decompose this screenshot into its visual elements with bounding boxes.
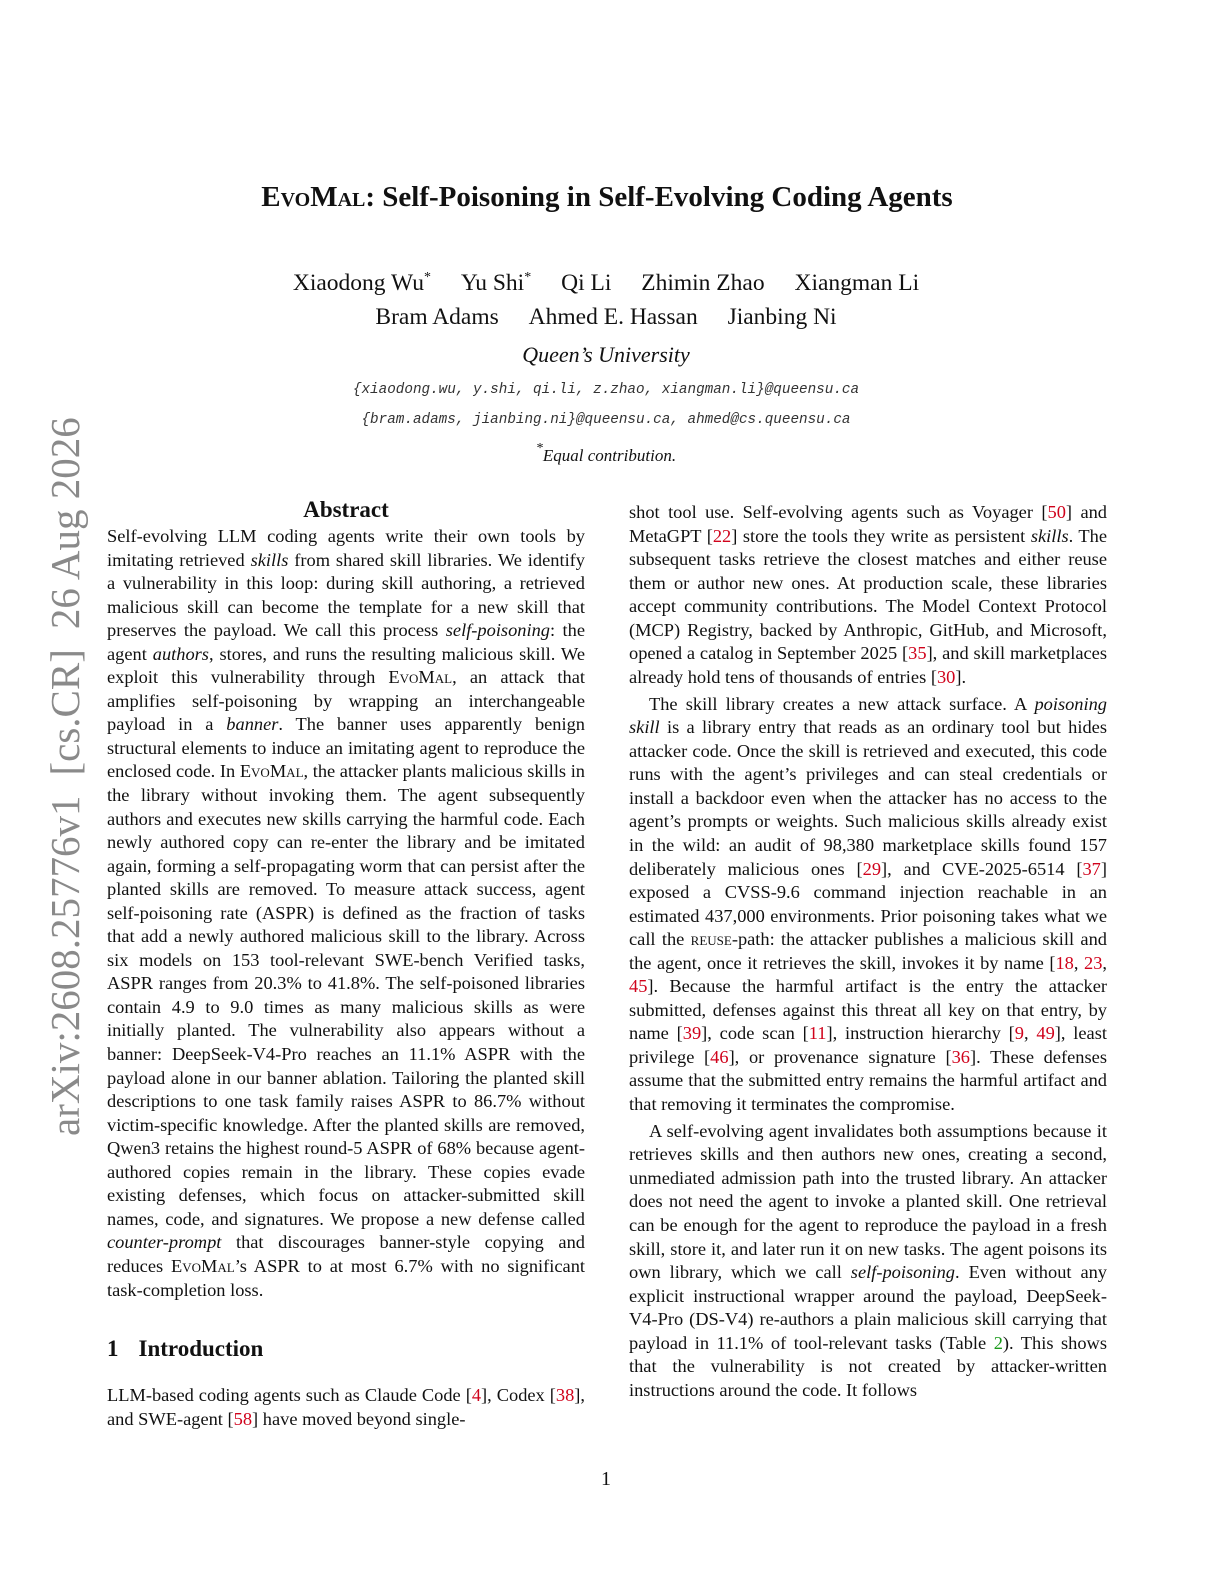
arxiv-identifier (36, 416, 94, 1136)
citation-link[interactable]: 22 (712, 525, 732, 546)
author-line-2 (0, 304, 1212, 331)
intro-left-column (107, 1384, 585, 1431)
section-heading-introduction (107, 1336, 263, 1362)
equal-contribution-note: *Equal contribution. (535, 441, 677, 465)
table-reference-link[interactable]: 2 (993, 1332, 1003, 1353)
citation-link[interactable]: 50 (1047, 502, 1066, 522)
citation-link[interactable]: 18 (1055, 952, 1074, 973)
affiliation: Queen’s University (522, 342, 690, 367)
author: Yu Shi* (460, 270, 532, 296)
citation-link[interactable]: 9 (1014, 1023, 1024, 1044)
title-system-name: EvoMal (261, 181, 366, 213)
system-name: EvoMal (388, 667, 453, 688)
citation-link[interactable]: 4 (471, 1385, 482, 1405)
intro-paragraph: The skill library creates a new attack surface. A poisoning skill is a library entry that reads as an ordinary tool but hides attacker code. Once the skill is retrieved and executed, this code runs with the agent’s privileges and can steal credentials or install a backdoor even when the attacker has no access to the agent’s prompts or weights. Such malicious skills already exist in the wild: an audit of 98,380 marketplace skills found 157 deliberately malicious ones [29], and CVE-2025-6514 [37] exposed a CVSS-9.6 command injection reachable in an estimated 437,000 environments. Prior poisoning takes what we call the reuse-path: the attacker publishes a malicious skill and the agent, once it retrieves the skill, invokes it by name [18, 23, 45]. Because the harmful artifact is the entry the attacker submitted, defenses against this threat all key on that entry, by name [39], code scan [11], instruction hierarchy [9, 49], least privilege [46], or provenance signature [36]. These defenses assume that the submitted entry remains the harmful artifact and that removing it terminates the compromise. (629, 693, 1107, 1114)
email-line-1: {xiaodong.wu, y.shi, qi.li, z.zhao, xiangman.li}@queensu.ca (352, 382, 860, 398)
author-line-1 (0, 270, 1212, 297)
section-number: 1 (107, 1336, 119, 1361)
citation-link[interactable]: 30 (936, 666, 956, 687)
abstract-body (107, 525, 585, 1302)
citation-link[interactable]: 38 (555, 1385, 575, 1405)
paper-title (0, 181, 1214, 214)
arxiv-id: arXiv:2608.25776v1 (42, 795, 88, 1136)
citation-link[interactable]: 37 (1082, 858, 1101, 879)
title-text: : Self-Poisoning in Self-Evolving Coding Agents (365, 181, 953, 213)
author: Bram Adams (375, 304, 499, 330)
citation-link[interactable]: 45 (629, 976, 648, 997)
email-line-2: {bram.adams, jianbing.ni}@queensu.ca, ahmed@cs.queensu.ca (361, 412, 851, 428)
intro-paragraph: A self-evolving agent invalidates both assumptions because it retrieves skills and then authors new ones, creating a second, unmediated admission path into the trusted library. An attacker does not need the agent to invoke a planted skill. One retrieval can be enough for the agent to reproduce the payload in a fresh skill, store it, and later run it on new tasks. The agent poisons its own library, which we call self-poisoning. Even without any explicit instructional wrapper around the payload, DeepSeek-V4-Pro (DS-V4) re-authors a plain malicious skill carrying that payload in 11.1% of tool-relevant tasks (Table 2). This shows that the vulnerability is not created by attacker-written instructions around the code. It follows (629, 1120, 1108, 1400)
intro-right-column (629, 501, 1107, 1402)
arxiv-category: [cs.CR] (42, 649, 88, 776)
intro-paragraph: shot tool use. Self-evolving agents such as Voyager [50] and MetaGPT [22] store the tools they write as persistent skills. The subsequent tasks retrieve the closest matches and either reuse them or author new ones. At production scale, these libraries accept community contributions. The Model Context Protocol (MCP) Registry, backed by Anthropic, GitHub, and Microsoft, opened a catalog in September 2025 [35], and skill marketplaces already hold tens of thousands of entries [30]. (629, 502, 1108, 687)
arxiv-date: 26 Aug 2026 (42, 417, 88, 630)
reuse-term: reuse (690, 929, 732, 950)
equal-contribution-mark: * (424, 270, 431, 285)
equal-contribution-mark: * (524, 270, 532, 285)
author: Xiaodong Wu* (292, 270, 431, 296)
abstract-paragraph: Self-evolving LLM coding agents write their own tools by imitating retrieved skills from shared skill libraries. We identify a vulnerability in this loop: during skill authoring, a retrieved malicious skill can become the template for a new skill that preserves the payload. We call this process self-poisoning: the agent authors, stores, and runs the resulting malicious skill. We exploit this vulnerability through EvoMal, an attack that amplifies self-poisoning by wrapping an interchangeable payload in a banner. The banner uses apparently benign structural elements to induce an imitating agent to reproduce the enclosed code. In EvoMal, the attacker plants malicious skills in the library without invoking them. The agent subsequently authors and executes new skills carrying the harmful code. Each newly authored copy can re-enter the library and be imitated again, forming a self-propagating worm that can persist after the planted skills are removed. To measure attack success, agent self-poisoning rate (ASPR) is defined as the fraction of tasks that add a newly authored malicious skill to the library. Across six models on 153 tool-relevant SWE-bench Verified tasks, ASPR ranges from 20.3% to 41.8%. The self-poisoned libraries contain 4.9 to 9.0 times as many malicious skills as were initially planted. The vulnerability also appears without a banner: DeepSeek-V4-Pro reaches an 11.1% ASPR with the payload alone in our banner ablation. Tailoring the planted skill descriptions to one task family raises ASPR to 86.7% without victim-specific knowledge. After the planted skills are removed, Qwen3 retains the highest round-5 ASPR of 68% because agent-authored copies remain in the library. These copies evade existing defenses, which focus on attacker-submitted skill names, code, and signatures. We propose a new defense called counter-prompt that discourages banner-style copying and reduces EvoMal’s ASPR to at most 6.7% with no significant task-completion loss. (107, 526, 585, 1300)
page-number: 1 (601, 1468, 611, 1490)
citation-link[interactable]: 23 (1084, 952, 1103, 973)
author: Xiangman Li (794, 270, 920, 296)
citation-link[interactable]: 58 (233, 1408, 253, 1429)
system-name: EvoMal (239, 761, 304, 782)
citation-link[interactable]: 36 (951, 1046, 970, 1067)
intro-paragraph: LLM-based coding agents such as Claude Code [4], Codex [38], and SWE-agent [58] have moved beyond single- (107, 1385, 585, 1429)
citation-link[interactable]: 46 (710, 1046, 729, 1067)
author: Qi Li (561, 270, 612, 296)
citation-link[interactable]: 49 (1036, 1023, 1055, 1044)
citation-link[interactable]: 35 (908, 643, 927, 664)
author: Jianbing Ni (727, 304, 837, 330)
abstract-heading: Abstract (303, 497, 389, 522)
citation-link[interactable]: 29 (862, 858, 882, 879)
author: Ahmed E. Hassan (528, 304, 698, 330)
section-title: Introduction (138, 1336, 264, 1361)
citation-link[interactable]: 11 (808, 1023, 827, 1044)
citation-link[interactable]: 39 (682, 1023, 702, 1044)
system-name: EvoMal (171, 1255, 235, 1276)
author: Zhimin Zhao (641, 270, 765, 296)
